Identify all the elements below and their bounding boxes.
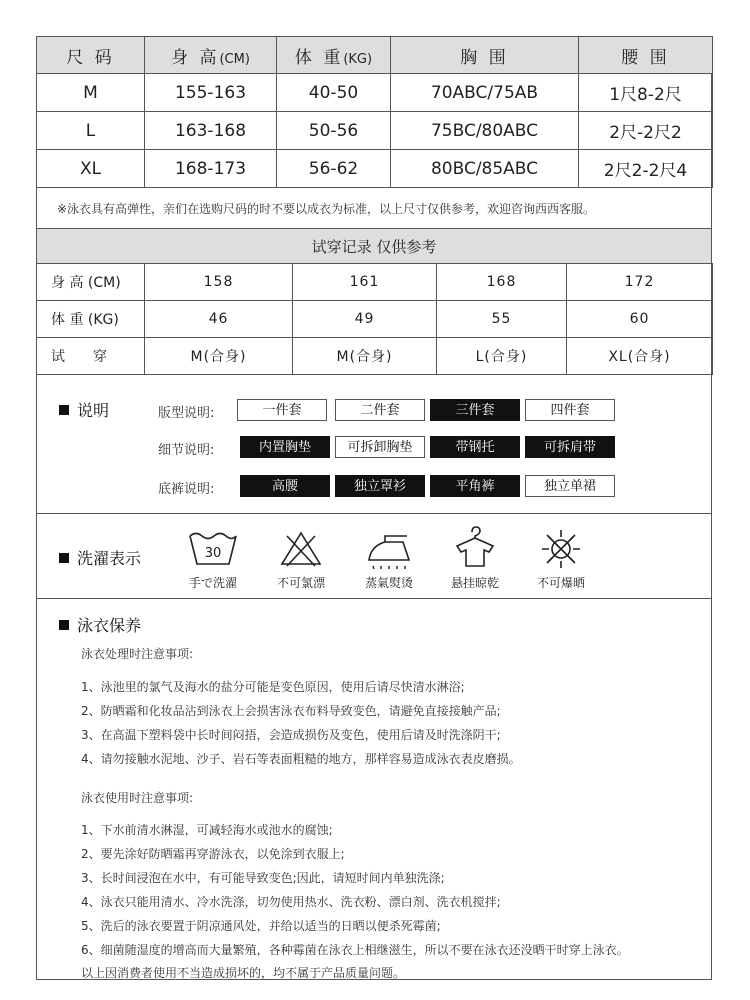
wash-section <box>37 514 711 599</box>
explain-title <box>59 398 109 421</box>
care-subtitle: 泳衣处理时注意事项: <box>81 647 194 661</box>
svg-text:30: 30 <box>204 546 222 561</box>
size-cell: XL <box>37 150 145 188</box>
care-item: 4、请勿接触水泥地、沙子、岩石等表面粗糙的地方，那样容易造成泳衣表皮磨损。 <box>81 752 521 766</box>
option-tag: 独立单裙 <box>525 475 615 497</box>
table-row <box>37 338 713 375</box>
wash-item <box>435 524 515 591</box>
wash-label: 不可氯漂 <box>276 576 325 590</box>
trial-cell: 60 <box>567 301 713 338</box>
waist-cell: 2尺2-2尺4 <box>579 150 713 188</box>
square-bullet-icon <box>59 620 69 630</box>
wash-label: 不可爆晒 <box>536 576 585 590</box>
header-weight: 体 重(KG) <box>277 37 391 74</box>
trial-cell: M(合身) <box>293 338 437 375</box>
trial-cell: 55 <box>437 301 567 338</box>
wash-title <box>59 546 141 569</box>
care-item: 4、泳衣只能用清水、冷水洗涤，切勿使用热水、洗衣粉、漂白剂、洗衣机搅拌; <box>81 895 501 909</box>
header-waist: 腰 围 <box>579 37 713 74</box>
size-note: ※泳衣具有高弹性，亲们在选购尺码的时不要以成衣为标准，以上尺寸仅供参考，欢迎咨询西西客服。 <box>57 202 596 216</box>
care-title-text: 泳衣保养 <box>77 616 142 635</box>
wash-item <box>261 528 341 591</box>
option-tag-selected: 内置胸垫 <box>240 436 330 458</box>
care-item: 6、细菌随湿度的增高而大量繁殖，各种霉菌在泳衣上相继滋生，所以不要在泳衣还没晒干时穿上泳衣。 <box>81 943 629 957</box>
steam-iron-icon <box>363 528 415 570</box>
trial-cell: 161 <box>293 264 437 301</box>
no-sun-icon <box>535 528 587 570</box>
trial-cell: 172 <box>567 264 713 301</box>
bottom-label: 底裤说明: <box>158 482 215 497</box>
table-row <box>37 112 713 150</box>
care-item: 1、下水前清水淋湿，可减轻海水或池水的腐蚀; <box>81 823 333 837</box>
wash-title-text: 洗濯表示 <box>77 549 142 568</box>
option-tag: 二件套 <box>335 399 425 421</box>
option-tag-selected: 可拆肩带 <box>525 436 615 458</box>
trial-cell: M(合身) <box>145 338 293 375</box>
explain-title-text: 说明 <box>77 401 110 420</box>
header-height: 身 高(CM) <box>145 37 277 74</box>
option-tag-selected: 独立罩衫 <box>335 475 425 497</box>
bust-cell: 75BC/80ABC <box>391 112 579 150</box>
care-subtitle: 泳衣使用时注意事项: <box>81 791 194 805</box>
size-guide-frame <box>36 36 712 980</box>
waist-cell: 2尺-2尺2 <box>579 112 713 150</box>
option-tag-selected: 高腰 <box>240 475 330 497</box>
wash-label: 蒸氣熨烫 <box>364 576 413 590</box>
size-cell: L <box>37 112 145 150</box>
table-row <box>37 301 713 338</box>
height-cell: 168-173 <box>145 150 277 188</box>
wash-label: 悬挂晾乾 <box>450 576 499 590</box>
care-title <box>59 613 141 636</box>
care-section <box>37 599 711 979</box>
wash-item <box>349 528 429 591</box>
table-row <box>37 74 713 112</box>
trial-table <box>36 263 713 375</box>
trial-row-label: 试 穿 <box>37 338 145 375</box>
bust-cell: 80BC/85ABC <box>391 150 579 188</box>
weight-cell: 40-50 <box>277 74 391 112</box>
wash-label: 手で洗濯 <box>188 576 237 590</box>
height-cell: 155-163 <box>145 74 277 112</box>
table-row <box>37 150 713 188</box>
trial-cell: 49 <box>293 301 437 338</box>
option-tag-selected: 平角裤 <box>430 475 520 497</box>
waist-cell: 1尺8-2尺 <box>579 74 713 112</box>
option-tag-selected: 三件套 <box>430 399 520 421</box>
trial-row-label: 身 高 (CM) <box>37 264 145 301</box>
care-item: 5、洗后的泳衣要置于阴凉通风处，并给以适当的日晒以便杀死霉菌; <box>81 919 441 933</box>
trial-cell: 168 <box>437 264 567 301</box>
trial-cell: 158 <box>145 264 293 301</box>
trial-row-label: 体 重 (KG) <box>37 301 145 338</box>
detail-label: 细节说明: <box>158 443 215 458</box>
weight-cell: 56-62 <box>277 150 391 188</box>
size-cell: M <box>37 74 145 112</box>
size-table <box>36 36 713 188</box>
hand-wash-icon <box>187 528 239 570</box>
explain-section <box>37 382 711 514</box>
care-footer: 以上因消费者使用不当造成损坏的，均不属于产品质量问题。 <box>81 966 406 980</box>
square-bullet-icon <box>59 553 69 563</box>
care-item: 2、防晒霜和化妆品沾到泳衣上会损害泳衣布料导致变色，请避免直接接触产品; <box>81 704 501 718</box>
option-tag: 一件套 <box>237 399 327 421</box>
care-item: 2、要先涂好防晒霜再穿游泳衣，以免涂到衣服上; <box>81 847 345 861</box>
trial-cell: XL(合身) <box>567 338 713 375</box>
care-item: 1、泳池里的氯气及海水的盐分可能是变色原因，使用后请尽快清水淋浴; <box>81 680 465 694</box>
trial-cell: 46 <box>145 301 293 338</box>
table-row <box>37 264 713 301</box>
weight-cell: 50-56 <box>277 112 391 150</box>
bust-cell: 70ABC/75AB <box>391 74 579 112</box>
size-table-header <box>37 37 713 74</box>
style-label: 版型说明: <box>158 406 215 421</box>
header-bust: 胸 围 <box>391 37 579 74</box>
care-item: 3、在高温下塑料袋中长时间闷捂，会造成损伤及变色，使用后请及时洗涤阴干; <box>81 728 501 742</box>
header-size: 尺 码 <box>37 37 145 74</box>
square-bullet-icon <box>59 405 69 415</box>
wash-item <box>521 528 601 591</box>
trial-cell: L(合身) <box>437 338 567 375</box>
option-tag-selected: 带钢托 <box>430 436 520 458</box>
hang-dry-icon <box>449 524 501 570</box>
no-bleach-icon <box>275 528 327 570</box>
option-tag: 可拆卸胸垫 <box>335 436 425 458</box>
wash-item <box>173 528 253 591</box>
height-cell: 163-168 <box>145 112 277 150</box>
trial-title: 试穿记录 仅供参考 <box>37 228 711 264</box>
care-item: 3、长时间浸泡在水中，有可能导致变色;因此，请短时间内单独洗涤; <box>81 871 445 885</box>
option-tag: 四件套 <box>525 399 615 421</box>
